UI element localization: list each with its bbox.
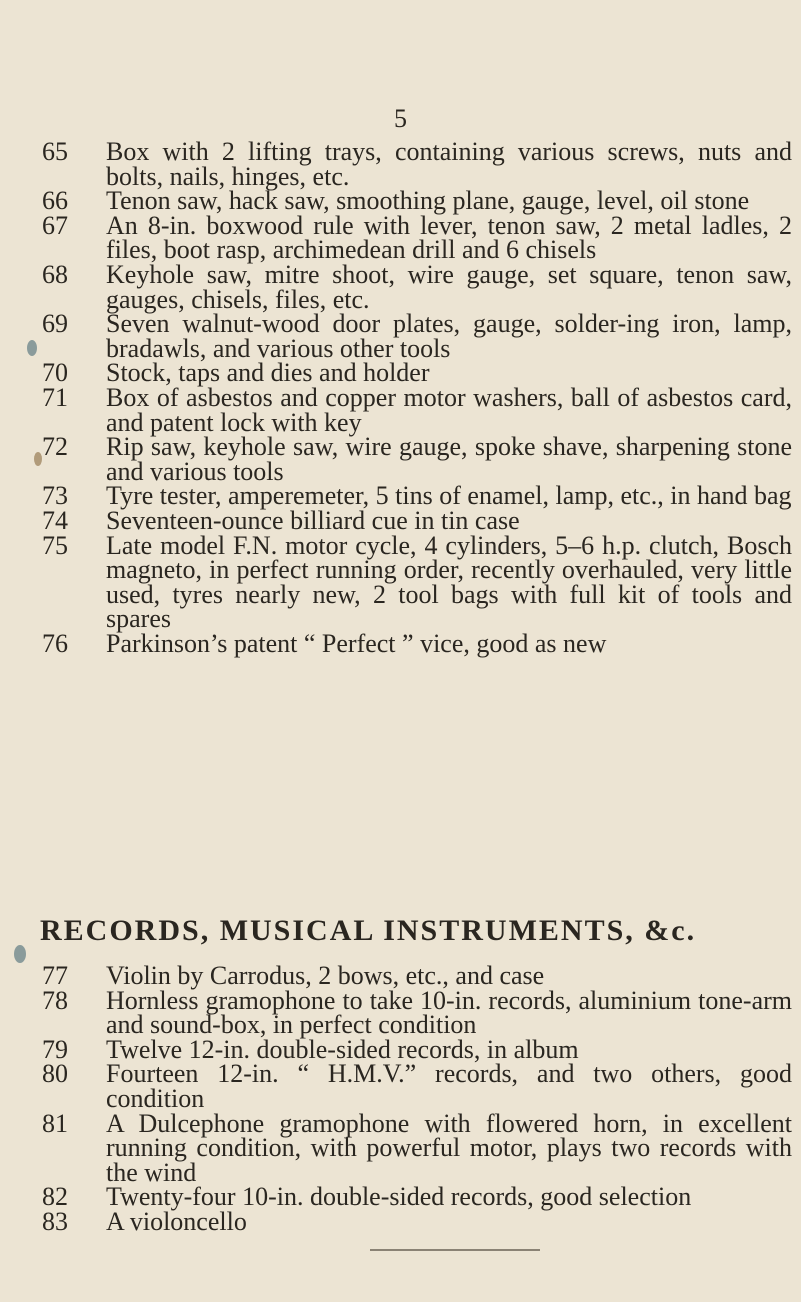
lot-description: Fourteen 12-in. “ H.M.V.” records, and two others, good condition <box>106 1059 792 1113</box>
tool-lots-list <box>40 137 792 658</box>
lot-description: Late model F.N. motor cycle, 4 cylinders, 5–6 h.p. clutch, Bosch magneto, in perfect running order, recently overhauled, very little used, tyres nearly new, 2 tool bags with full kit of tools and spares <box>106 530 792 634</box>
lot-number: 78 <box>42 985 68 1015</box>
lot-number: 77 <box>42 961 68 990</box>
end-rule <box>370 1249 540 1251</box>
lot-number: 70 <box>42 358 68 388</box>
ink-smudge <box>14 945 26 963</box>
lot-description: Rip saw, keyhole saw, wire gauge, spoke shave, sharpening stone and various tools <box>106 432 792 486</box>
lot-item <box>40 432 792 486</box>
lot-item <box>40 961 792 990</box>
lot-item <box>40 309 792 363</box>
lot-item <box>40 1108 792 1187</box>
lot-item <box>40 382 792 437</box>
ink-smudge <box>34 452 42 466</box>
lot-number: 67 <box>42 210 68 240</box>
lot-description: Seventeen-ounce billiard cue in tin case <box>106 505 520 535</box>
lot-description: Hornless gramophone to take 10-in. records, aluminium tone-arm and sound-box, in perfect condition <box>106 985 792 1040</box>
section-heading: RECORDS, MUSICAL INSTRUMENTS, &c. <box>40 914 697 947</box>
lot-number: 68 <box>42 259 68 289</box>
lot-description: Twelve 12-in. double-sided records, in album <box>106 1034 579 1064</box>
lot-item <box>40 1206 792 1236</box>
lot-item <box>40 259 792 314</box>
lot-number: 71 <box>42 382 68 412</box>
lot-number: 83 <box>42 1206 68 1236</box>
lot-number: 82 <box>42 1182 68 1212</box>
lot-item <box>40 530 792 634</box>
lot-number: 75 <box>42 530 68 560</box>
lot-item <box>40 210 792 265</box>
lot-item <box>40 985 792 1040</box>
lot-number: 74 <box>42 505 68 535</box>
lot-description: Seven walnut-wood door plates, gauge, solder-ing iron, lamp, bradawls, and various other tools <box>106 309 792 363</box>
lot-description: Violin by Carrodus, 2 bows, etc., and case <box>106 961 545 990</box>
music-lots-list <box>40 961 792 1236</box>
lot-number: 80 <box>42 1059 68 1089</box>
lot-number: 79 <box>42 1034 68 1064</box>
lot-description: Stock, taps and dies and holder <box>106 358 430 388</box>
lot-number: 72 <box>42 432 68 462</box>
lot-item <box>40 505 792 535</box>
lot-description: Tenon saw, hack saw, smoothing plane, gauge, level, oil stone <box>106 186 750 216</box>
lot-description: Keyhole saw, mitre shoot, wire gauge, set square, tenon saw, gauges, chisels, files, etc. <box>106 259 792 314</box>
lot-number: 69 <box>42 309 68 339</box>
lot-description: Tyre tester, amperemeter, 5 tins of enamel, lamp, etc., in hand bag <box>106 481 792 511</box>
lot-number: 66 <box>42 186 68 216</box>
lot-description: A violoncello <box>106 1206 247 1236</box>
lot-description: Box with 2 lifting trays, containing various screws, nuts and bolts, nails, hinges, etc. <box>106 137 792 191</box>
lot-description: Parkinson’s patent “ Perfect ” vice, good as new <box>106 628 607 658</box>
lot-item <box>40 1059 792 1113</box>
lot-number: 73 <box>42 481 68 511</box>
lot-item <box>40 628 792 658</box>
lot-number: 65 <box>42 137 68 166</box>
lot-description: An 8-in. boxwood rule with lever, tenon saw, 2 metal ladles, 2 files, boot rasp, archimedean drill and 6 chisels <box>106 210 792 265</box>
lot-description: A Dulcephone gramophone with flowered horn, in excellent running condition, with powerful motor, plays two records with the wind <box>106 1108 792 1187</box>
lot-description: Box of asbestos and copper motor washers, ball of asbestos card, and patent lock with key <box>106 382 792 437</box>
ink-smudge <box>27 340 37 356</box>
page-number: 5 <box>394 104 407 133</box>
lot-number: 76 <box>42 628 68 658</box>
lot-number: 81 <box>42 1108 68 1138</box>
lot-item <box>40 137 792 191</box>
lot-description: Twenty-four 10-in. double-sided records, good selection <box>106 1182 692 1212</box>
